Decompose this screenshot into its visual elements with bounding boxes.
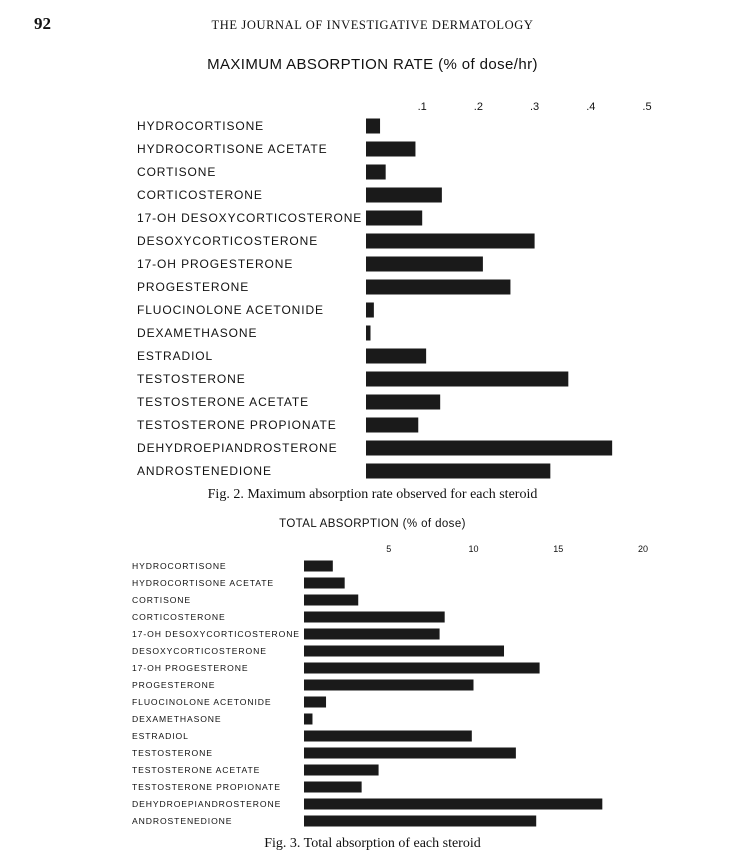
fig3-bar [304, 816, 536, 827]
fig2-chart-title: MAXIMUM ABSORPTION RATE (% of dose/hr) [207, 56, 538, 73]
fig2-tick-label: .5 [642, 101, 652, 113]
fig2-category-label: TESTOSTERONE ACETATE [137, 395, 310, 409]
fig2-category-label: ANDROSTENEDIONE [137, 464, 272, 478]
fig2-tick-label: .1 [417, 101, 427, 113]
fig3-category-label: DEXAMETHASONE [132, 714, 222, 724]
fig3-bar [304, 765, 379, 776]
fig3-bar [304, 612, 445, 623]
page-number: 92 [34, 14, 51, 33]
fig3-bar [304, 561, 333, 572]
fig3-category-label: TESTOSTERONE PROPIONATE [132, 782, 281, 792]
fig3-tick-label: 15 [553, 544, 564, 554]
fig2-tick-label: .3 [530, 101, 540, 113]
running-header: THE JOURNAL OF INVESTIGATIVE DERMATOLOGY [211, 18, 534, 32]
fig3-bar [304, 595, 358, 606]
fig2-category-label: DEXAMETHASONE [137, 326, 258, 340]
fig3-bar [304, 748, 516, 759]
fig3-category-label: ESTRADIOL [132, 731, 189, 741]
fig3-bar [304, 714, 312, 725]
fig3-category-label: ANDROSTENEDIONE [132, 816, 233, 826]
fig3-tick-label: 10 [468, 544, 479, 554]
fig2-category-label: CORTISONE [137, 165, 217, 179]
fig3-category-label: HYDROCORTISONE [132, 561, 227, 571]
fig2-category-label: CORTICOSTERONE [137, 188, 263, 202]
fig2-category-label: HYDROCORTISONE ACETATE [137, 142, 328, 156]
fig3-category-label: FLUOCINOLONE ACETONIDE [132, 697, 272, 707]
fig3-bar [304, 646, 504, 657]
fig2-category-label: DEHYDROEPIANDROSTERONE [137, 441, 338, 455]
fig3-tick-label: 5 [386, 544, 392, 554]
fig3-category-label: TESTOSTERONE ACETATE [132, 765, 261, 775]
fig3-bar [304, 629, 440, 640]
fig2-category-label: 17-OH PROGESTERONE [137, 257, 294, 271]
fig3-category-label: CORTICOSTERONE [132, 612, 226, 622]
fig2-category-label: DESOXYCORTICOSTERONE [137, 234, 319, 248]
fig3-category-label: 17-OH DESOXYCORTICOSTERONE [132, 629, 300, 639]
fig2-category-label: 17-OH DESOXYCORTICOSTERONE [137, 211, 363, 225]
fig3-chart-title: TOTAL ABSORPTION (% of dose) [279, 518, 466, 530]
fig2-category-label: TESTOSTERONE [137, 372, 246, 386]
fig3-bar [304, 782, 362, 793]
fig3-bar [304, 680, 474, 691]
fig3-category-label: HYDROCORTISONE ACETATE [132, 578, 275, 588]
fig3-bar [304, 697, 326, 708]
fig2-category-label: PROGESTERONE [137, 280, 250, 294]
fig2-category-label: FLUOCINOLONE ACETONIDE [137, 303, 324, 317]
fig2-category-label: HYDROCORTISONE [137, 119, 265, 133]
fig3-tick-label: 20 [637, 544, 649, 554]
fig3-bar [304, 578, 345, 589]
fig3-category-label: PROGESTERONE [132, 680, 216, 690]
fig3-category-label: TESTOSTERONE [132, 748, 213, 758]
fig3-bar [304, 799, 602, 810]
fig3-caption: Fig. 3. Total absorption of each steroid [264, 836, 481, 851]
fig2-tick-label: .2 [473, 101, 483, 113]
fig3-category-label: DEHYDROEPIANDROSTERONE [132, 799, 282, 809]
fig3-bar [304, 731, 472, 742]
fig3-bar [304, 663, 540, 674]
fig3-category-label: 17-OH PROGESTERONE [132, 663, 249, 673]
fig3-category-label: DESOXYCORTICOSTERONE [132, 646, 267, 656]
fig2-category-label: TESTOSTERONE PROPIONATE [137, 418, 337, 432]
fig3-category-label: CORTISONE [132, 595, 192, 605]
fig2-category-label: ESTRADIOL [137, 349, 214, 363]
fig2-caption: Fig. 2. Maximum absorption rate observed for each steroid [207, 487, 538, 502]
fig2-tick-label: .4 [586, 101, 596, 113]
